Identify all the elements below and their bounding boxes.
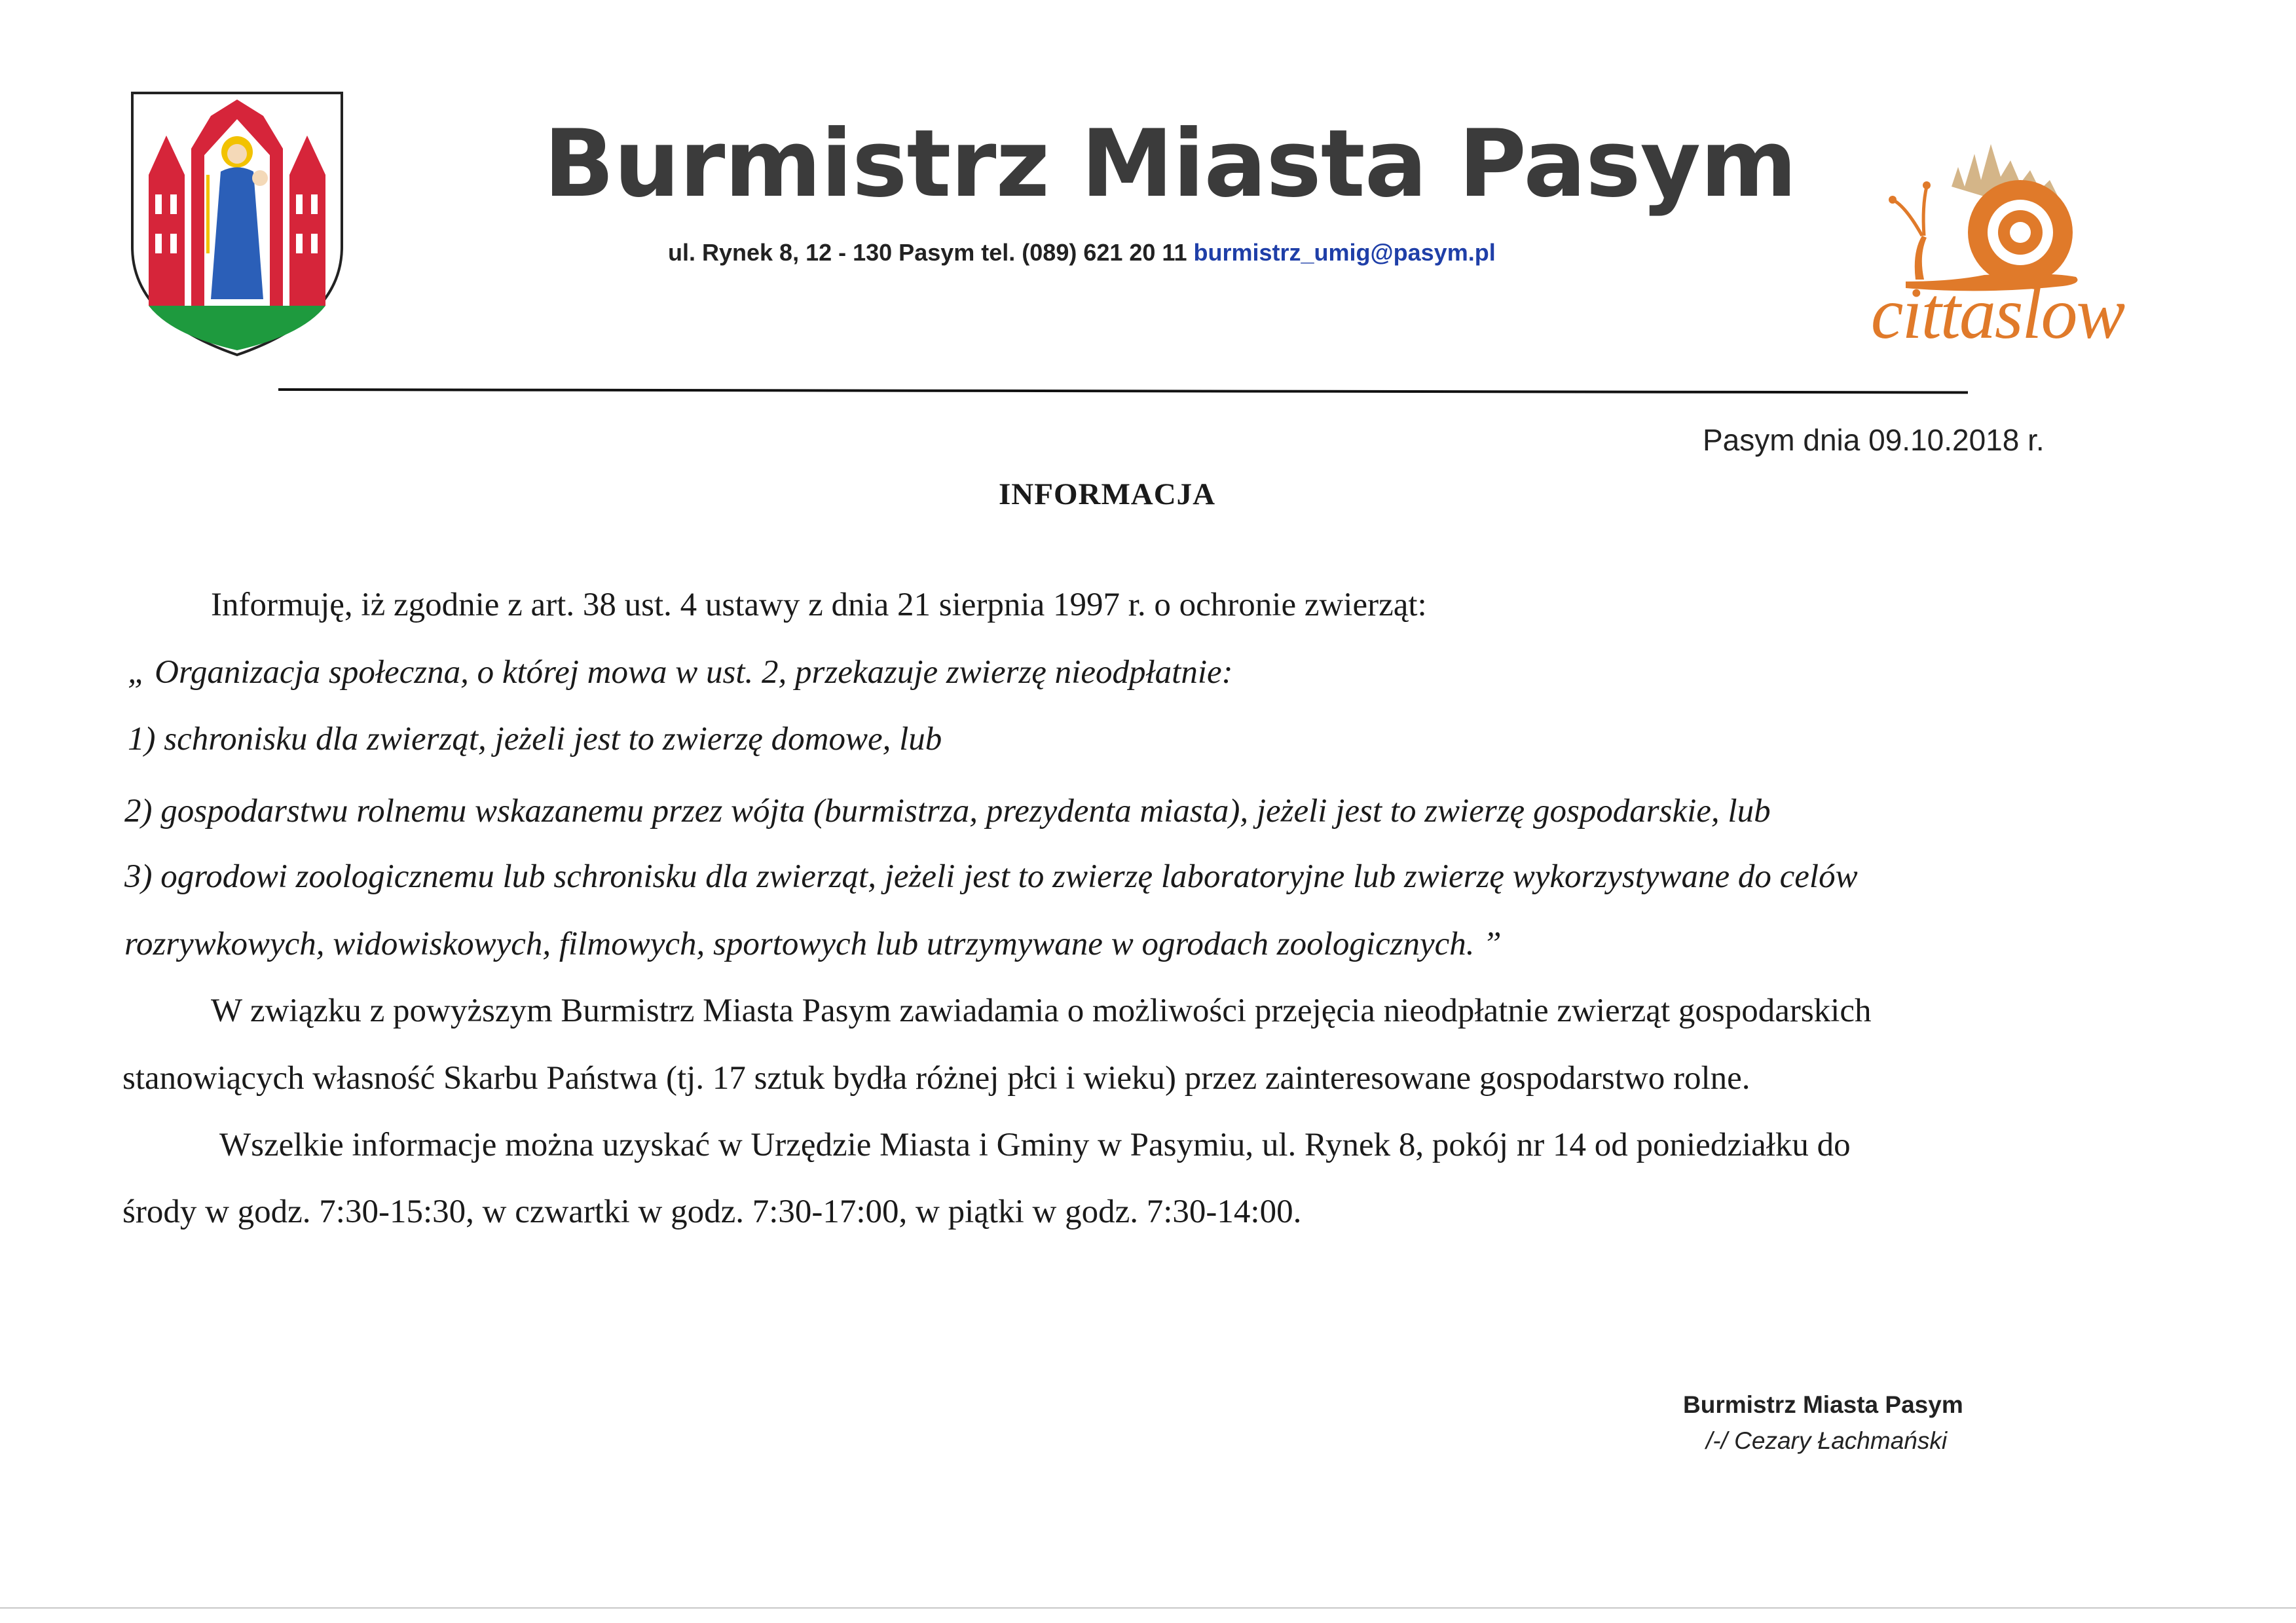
signature-title: Burmistrz Miasta Pasym [1683,1391,1963,1418]
body-line-10: środy w godz. 7:30-15:30, w czwartki w godz. 7:30-17:00, w piątki w godz. 7:30-14:00. [122,1194,1302,1230]
body-line-9: Wszelkie informacje można uzyskać w Urzędzie Miasta i Gminy w Pasymiu, ul. Rynek 8, pokój nr 14 od poniedziałku do [219,1127,1851,1163]
body-line-7: W związku z powyższym Burmistrz Miasta Pasym zawiadamia o możliwości przejęcia nieodpłatnie zwierząt gospodarskich [211,993,1872,1029]
header-address [668,239,1496,266]
header-divider [278,388,1968,394]
page-bottom-edge [0,1607,2296,1609]
body-line-1: Informuję, iż zgodnie z art. 38 ust. 4 ustawy z dnia 21 sierpnia 1997 r. o ochronie zwierząt: [211,587,1427,623]
body-line-5: 3) ogrodowi zoologicznemu lub schronisku dla zwierząt, jeżeli jest to zwierzę laboratoryjne lub zwierzę wykorzystywane do celów [124,858,1858,895]
body-line-3: 1) schronisku dla zwierząt, jeżeli jest to zwierzę domowe, lub [128,721,942,757]
email-link[interactable]: burmistrz_umig@pasym.pl [1193,239,1496,266]
coat-of-arms-logo [129,90,345,358]
cittaslow-logo-text: cittaslow [1870,273,2124,354]
body-line-8: stanowiących własność Skarbu Państwa (tj. 17 sztuk bydła różnej płci i wieku) przez zainteresowane gospodarstwo rolne. [122,1060,1750,1097]
document-date: Pasym dnia 09.10.2018 r. [1703,423,2045,457]
body-line-6: rozrywkowych, widowiskowych, filmowych, sportowych lub utrzymywane w ogrodach zoologicznych. ” [124,926,1502,962]
document-heading: INFORMACJA [999,477,1216,511]
address-text: ul. Rynek 8, 12 - 130 Pasym tel. (089) 621 20 11 [668,239,1194,266]
body-line-4: 2) gospodarstwu rolnemu wskazanemu przez wójta (burmistrza, prezydenta miasta), jeżeli jest to zwierzę gospodarskie, lub [124,793,1771,830]
body-line-2: „ Organizacja społeczna, o której mowa w ust. 2, przekazuje zwierzę nieodpłatnie: [128,654,1233,691]
header-title: Burmistrz Miasta Pasym [544,110,1797,218]
signature-name: /-/ Cezary Łachmański [1706,1427,1948,1454]
